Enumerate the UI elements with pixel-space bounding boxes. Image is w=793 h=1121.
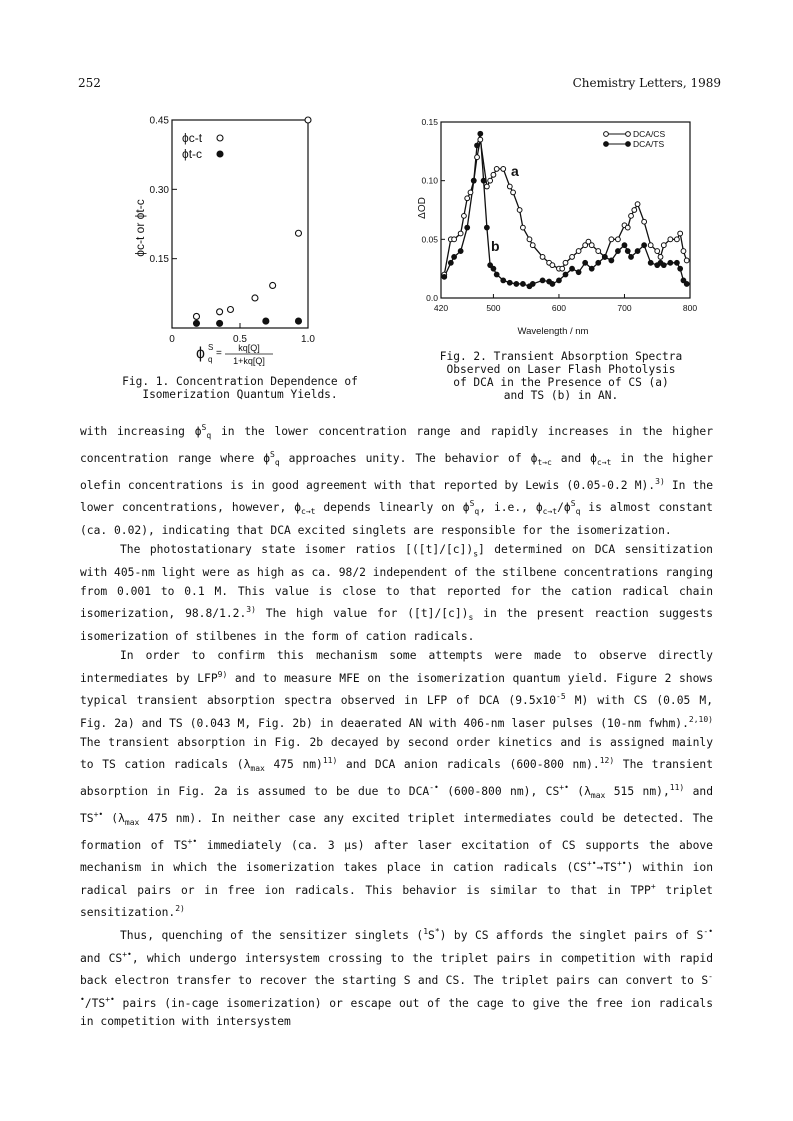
figure-2-ylabel: ΔOD xyxy=(417,197,428,219)
figure-2-point-dca-ts xyxy=(596,260,601,265)
figure-1-xlabel-denominator: 1+kq[Q] xyxy=(233,356,265,366)
superscript: 2,10) xyxy=(688,714,713,724)
figure-2-point-dca-ts xyxy=(576,270,581,275)
figure-2-point-dca-cs xyxy=(478,137,483,142)
figure-2-point-dca-cs xyxy=(530,243,535,248)
subscript: q xyxy=(575,507,581,517)
figure-2-point-dca-ts xyxy=(448,260,453,265)
figure-2-point-dca-cs xyxy=(661,243,666,248)
figure-2-point-dca-ts xyxy=(494,272,499,277)
figure-2-point-dca-cs xyxy=(501,167,506,172)
figure-2-xtick-label: 800 xyxy=(682,303,698,313)
superscript: +• xyxy=(616,859,627,869)
figure-1-xlabel xyxy=(196,343,273,366)
figure-1-xtick-label: 1.0 xyxy=(301,334,315,345)
figure-2-point-dca-ts xyxy=(648,260,653,265)
figure-2-legend-marker xyxy=(626,142,631,147)
figure-2-point-dca-cs xyxy=(635,202,640,207)
figure-2-point-dca-ts xyxy=(674,260,679,265)
figure-2-point-dca-ts xyxy=(678,266,683,271)
superscript: 11) xyxy=(322,756,338,766)
figure-2-legend-marker xyxy=(604,142,609,147)
figure-1-xlabel-sup: S xyxy=(208,343,214,352)
superscript: 3) xyxy=(655,476,665,486)
figure-2-point-dca-ts xyxy=(609,258,614,263)
figure-2-point-dca-ts xyxy=(458,249,463,254)
subscript: max xyxy=(250,764,265,774)
superscript: -• xyxy=(80,972,713,1004)
figure-2-point-dca-cs xyxy=(468,190,473,195)
figure-2-point-dca-cs xyxy=(517,208,522,213)
figure-1-point-c-t xyxy=(305,117,311,123)
subscript: c→t xyxy=(301,507,316,517)
figure-2-chart xyxy=(405,108,710,340)
superscript: 3) xyxy=(246,605,256,615)
figure-2-point-dca-cs xyxy=(491,172,496,177)
figure-1-point-t-c xyxy=(263,318,269,324)
figure-1-legend-label: ϕt-c xyxy=(182,147,203,161)
figure-2-point-dca-ts xyxy=(481,178,486,183)
paragraph-2: The photostationary state isomer ratios $[([t]/[c])_s]$ determined on DCA sensitization with 405-nm light were as high as ca. 98/2 independent of the stilbene concentrations ranging from 0.001 to 0.1 M. This value is close to that reported for the cation radical chain isomerization, 98.8/1.2.$^{3)}$ The high value for $([t]/[c])_s$ in the present reaction suggests isomerization of stilbenes in the form of cation radicals. xyxy=(80,542,713,644)
figure-1-chart xyxy=(120,108,330,368)
figure-2-point-dca-ts xyxy=(478,131,483,136)
figure-2-point-dca-cs xyxy=(521,225,526,230)
figure-2-point-dca-ts xyxy=(550,282,555,287)
figure-2-point-dca-cs xyxy=(678,231,683,236)
superscript: +• xyxy=(559,783,569,793)
figure-2-xtick-label: 500 xyxy=(486,303,501,313)
superscript: * xyxy=(434,927,440,937)
superscript: + xyxy=(650,881,656,891)
figure-2-xtick-label: 700 xyxy=(617,303,632,313)
figure-2-point-dca-ts xyxy=(661,263,666,268)
figure-1-ytick-label: 0.45 xyxy=(149,115,169,127)
figure-2-point-dca-cs xyxy=(560,266,565,271)
superscript: S xyxy=(270,449,275,459)
figure-2-caption: Fig. 2. Transient Absorption Spectra Observed on Laser Flash Photolysis of DCA in the Presence of CS (a) and TS (b) in AN. xyxy=(439,350,683,402)
superscript: 12) xyxy=(599,756,615,766)
figure-1-point-c-t xyxy=(193,313,199,319)
paragraph-4: Thus, quenching of the sensitizer singlets ($^1$S*) by CS affords the singlet pairs of S-• and CS+•, which undergo intersystem crossing to the triplet pairs in competition with rapid back electron transfer to recover the starting S and CS. The triplet pairs can convert to S-•/TS+• pairs (in-cage isomerization) or escape out of the cage to give the free ion radicals in competition with intersystem xyxy=(80,927,714,1029)
figure-2-point-dca-cs xyxy=(658,255,663,260)
figure-1-xlabel-sub: q xyxy=(208,355,213,364)
figure-2-point-dca-ts xyxy=(514,282,519,287)
subscript: s xyxy=(468,613,474,623)
figure-2-point-dca-cs xyxy=(465,196,470,201)
figure-2-point-dca-cs xyxy=(550,263,555,268)
figure-2-point-dca-cs xyxy=(527,237,532,242)
figure-2-point-dca-cs xyxy=(570,255,575,260)
figure-1-point-t-c xyxy=(193,320,199,326)
superscript: +• xyxy=(93,809,104,819)
figure-2-legend-label: DCA/CS xyxy=(633,129,666,139)
figure-1-point-c-t xyxy=(217,309,223,315)
paragraph-3: In order to confirm this mechanism some attempts were made to observe directly intermediates by LFP$^{9)}$ and to measure MFE on the isomerization quantum yield. Figure 2 shows typical transient absorption spectra observed in LFP of DCA ($9.5x10^{-5}$ M) with CS (0.05 M, Fig. 2a) and TS (0.043 M, Fig. 2b) in deaerated AN with 406-nm laser pulses (10-nm fwhm).$^{2,10)}$ The transient absorption in Fig. 2b decayed by second order kinetics and is assigned mainly to TS cation radicals ($\lambda_{max}$ 475 nm)$^{11)}$ and DCA anion radicals (600-800 nm).$^{12)}$ The transient absorption in Fig. 2a is assumed to be due to DCA-• (600-800 nm), CS+• ($\lambda_{max}$ 515 nm),$^{11)}$ and TS+• ($\lambda_{max}$ 475 nm). In neither case any excited triplet intermediates could be detected. The formation of TS+• immediately (ca. 3 μs) after laser excitation of CS supports the above mechanism in which the isomerization takes place in cation radicals (CS+•→TS+•) within ion radical pairs or in free ion radicals. This behavior is similar to that in TPP+ triplet sensitization.$^{2)}$ xyxy=(80,649,714,920)
figure-2-point-dca-ts xyxy=(540,278,545,283)
figure-2-point-dca-cs xyxy=(488,178,493,183)
figure-2-point-dca-cs xyxy=(681,249,686,254)
figure-2-point-dca-ts xyxy=(684,282,689,287)
figure-2-point-dca-ts xyxy=(635,249,640,254)
figure-2-point-dca-cs xyxy=(632,208,637,213)
figure-2-point-dca-ts xyxy=(570,266,575,271)
figure-2-point-dca-ts xyxy=(465,225,470,230)
figure-1-legend-marker xyxy=(217,135,223,141)
subscript: c→t xyxy=(596,457,612,467)
figure-2-point-dca-ts xyxy=(563,272,568,277)
figure-2-point-dca-ts xyxy=(475,143,480,148)
figure-2-point-dca-cs xyxy=(668,237,673,242)
figure-1-point-c-t xyxy=(252,295,258,301)
subscript: max xyxy=(124,817,140,827)
figure-2-point-dca-ts xyxy=(521,282,526,287)
page-number: 252 xyxy=(78,76,101,90)
superscript: +• xyxy=(187,836,198,846)
figure-2-legend-marker xyxy=(604,132,609,137)
figure-2-point-dca-cs xyxy=(642,219,647,224)
subscript: s xyxy=(473,549,479,559)
figure-1-ylabel: ϕc-t or ϕt-c xyxy=(133,199,147,257)
figure-2-point-dca-ts xyxy=(507,280,512,285)
figure-2-point-dca-cs xyxy=(563,260,568,265)
figure-2-point-dca-ts xyxy=(622,243,627,248)
superscript: S xyxy=(469,499,475,509)
figure-2-point-dca-cs xyxy=(648,243,653,248)
superscript: 9) xyxy=(217,669,228,679)
figure-2-point-dca-ts xyxy=(602,255,607,260)
figure-2-point-dca-cs xyxy=(507,184,512,189)
figure-2-point-dca-ts xyxy=(642,243,647,248)
superscript: +• xyxy=(122,949,132,959)
journal-title: Chemistry Letters, 1989 xyxy=(572,76,721,90)
figure-2-point-dca-ts xyxy=(471,178,476,183)
figure-2-point-dca-cs xyxy=(494,167,499,172)
figure-1-point-t-c xyxy=(295,318,301,324)
figure-2-ytick-label: 0.10 xyxy=(421,175,438,186)
figure-2-point-dca-cs xyxy=(616,237,621,242)
figure-2-point-dca-cs xyxy=(674,237,679,242)
subscript: q xyxy=(206,431,212,441)
figure-2-point-dca-cs xyxy=(475,155,480,160)
subscript: q xyxy=(274,457,280,467)
figure-2-xtick-label: 600 xyxy=(551,303,567,313)
figure-2-ytick-label: 0.0 xyxy=(426,293,438,303)
figure-2-point-dca-ts xyxy=(530,282,535,287)
figure-2-point-dca-cs xyxy=(540,255,545,260)
superscript: S xyxy=(570,499,576,509)
figure-2-point-dca-ts xyxy=(501,278,506,283)
figure-1-xlabel-eq: = xyxy=(216,348,222,359)
figure-2-point-dca-cs xyxy=(576,249,581,254)
figure-2-xlabel: Wavelength / nm xyxy=(517,326,589,337)
body-text xyxy=(80,419,713,1032)
figure-2-point-dca-ts xyxy=(491,266,496,271)
figure-2-point-dca-ts xyxy=(625,249,630,254)
figure-1-ytick-label: 0.15 xyxy=(149,254,169,266)
figure-1-point-t-c xyxy=(217,320,223,326)
superscript: 1 xyxy=(423,927,429,937)
figure-2-point-dca-cs xyxy=(462,213,467,218)
figure-2-point-dca-cs xyxy=(484,184,489,189)
figure-2-point-dca-cs xyxy=(625,225,630,230)
superscript: -• xyxy=(429,783,439,793)
figure-2-point-dca-ts xyxy=(484,225,489,230)
superscript: 2) xyxy=(175,904,185,914)
figure-2-point-dca-ts xyxy=(452,255,457,260)
figure-2-point-dca-cs xyxy=(655,249,660,254)
subscript: t→c xyxy=(537,457,552,467)
figure-1-xtick-label: 0.5 xyxy=(233,334,247,345)
figure-2-point-dca-ts xyxy=(589,266,594,271)
superscript: -5 xyxy=(556,692,566,702)
figure-2-legend-marker xyxy=(626,132,631,137)
figure-2-point-dca-cs xyxy=(629,213,634,218)
figure-2-point-dca-ts xyxy=(557,278,562,283)
figure-2-point-dca-cs xyxy=(589,243,594,248)
subscript: q xyxy=(474,507,480,517)
figure-2-point-dca-ts xyxy=(616,249,621,254)
figure-1-xtick-label: 0 xyxy=(169,334,175,345)
subscript: c→t xyxy=(542,507,558,517)
figure-1-ytick-label: 0.30 xyxy=(149,184,169,196)
figure-2-line-dca-cs xyxy=(444,140,686,275)
figure-1-point-c-t xyxy=(227,307,233,313)
figure-2-point-dca-cs xyxy=(458,231,463,236)
figure-2-point-dca-cs xyxy=(596,249,601,254)
figure-1-point-c-t xyxy=(270,282,276,288)
figure-1-xlabel-numerator: kq[Q] xyxy=(238,343,260,353)
superscript: +• xyxy=(105,994,115,1004)
figure-2-point-dca-ts xyxy=(583,260,588,265)
figure-1-legend-label: ϕc-t xyxy=(182,131,203,145)
figure-2-label-b: b xyxy=(491,238,500,254)
figure-2-point-dca-cs xyxy=(452,237,457,242)
figure-2-xtick-label: 420 xyxy=(433,303,449,313)
figure-2-point-dca-cs xyxy=(511,190,516,195)
figure-1-xlabel-phi: ϕ xyxy=(196,345,205,362)
figure-2-point-dca-cs xyxy=(684,258,689,263)
superscript: 11) xyxy=(669,783,685,793)
figure-2-ytick-label: 0.05 xyxy=(421,234,438,245)
superscript: +• xyxy=(586,859,597,869)
figure-2-point-dca-cs xyxy=(609,237,614,242)
figure-2-point-dca-ts xyxy=(442,274,447,279)
figure-2-point-dca-ts xyxy=(629,255,634,260)
superscript: S xyxy=(201,423,207,432)
paragraph-1: with increasing $\phi^S_q$ in the lower concentration range and rapidly increases in the higher concentration range where $\phi^S_q$ approaches unity. The behavior of $\phi_{t\to c}$ and $\phi_{c\to t}$ in the higher olefin concentrations is in good agreement with that reported by Lewis (0.05-0.2 M).$^{3)}$ In the lower concentrations, however, $\phi_{c\to t}$ depends linearly on $\phi^S_q$, i.e., $\phi_{c\to t}/\phi^S_q$ is almost constant (ca. 0.02), indicating that DCA excited singlets are responsible for the isomerization. xyxy=(80,423,714,537)
figure-2-point-dca-ts xyxy=(668,260,673,265)
figure-1-point-c-t xyxy=(295,230,301,236)
figure-2-ytick-label: 0.15 xyxy=(421,117,438,127)
figure-1-legend-marker xyxy=(217,151,223,157)
subscript: max xyxy=(590,791,606,801)
figure-2-label-a: a xyxy=(511,163,519,179)
figure-2-legend-label: DCA/TS xyxy=(633,139,665,149)
figure-1-caption: Fig. 1. Concentration Dependence of Isomerization Quantum Yields. xyxy=(122,375,358,401)
superscript: -• xyxy=(703,927,714,937)
